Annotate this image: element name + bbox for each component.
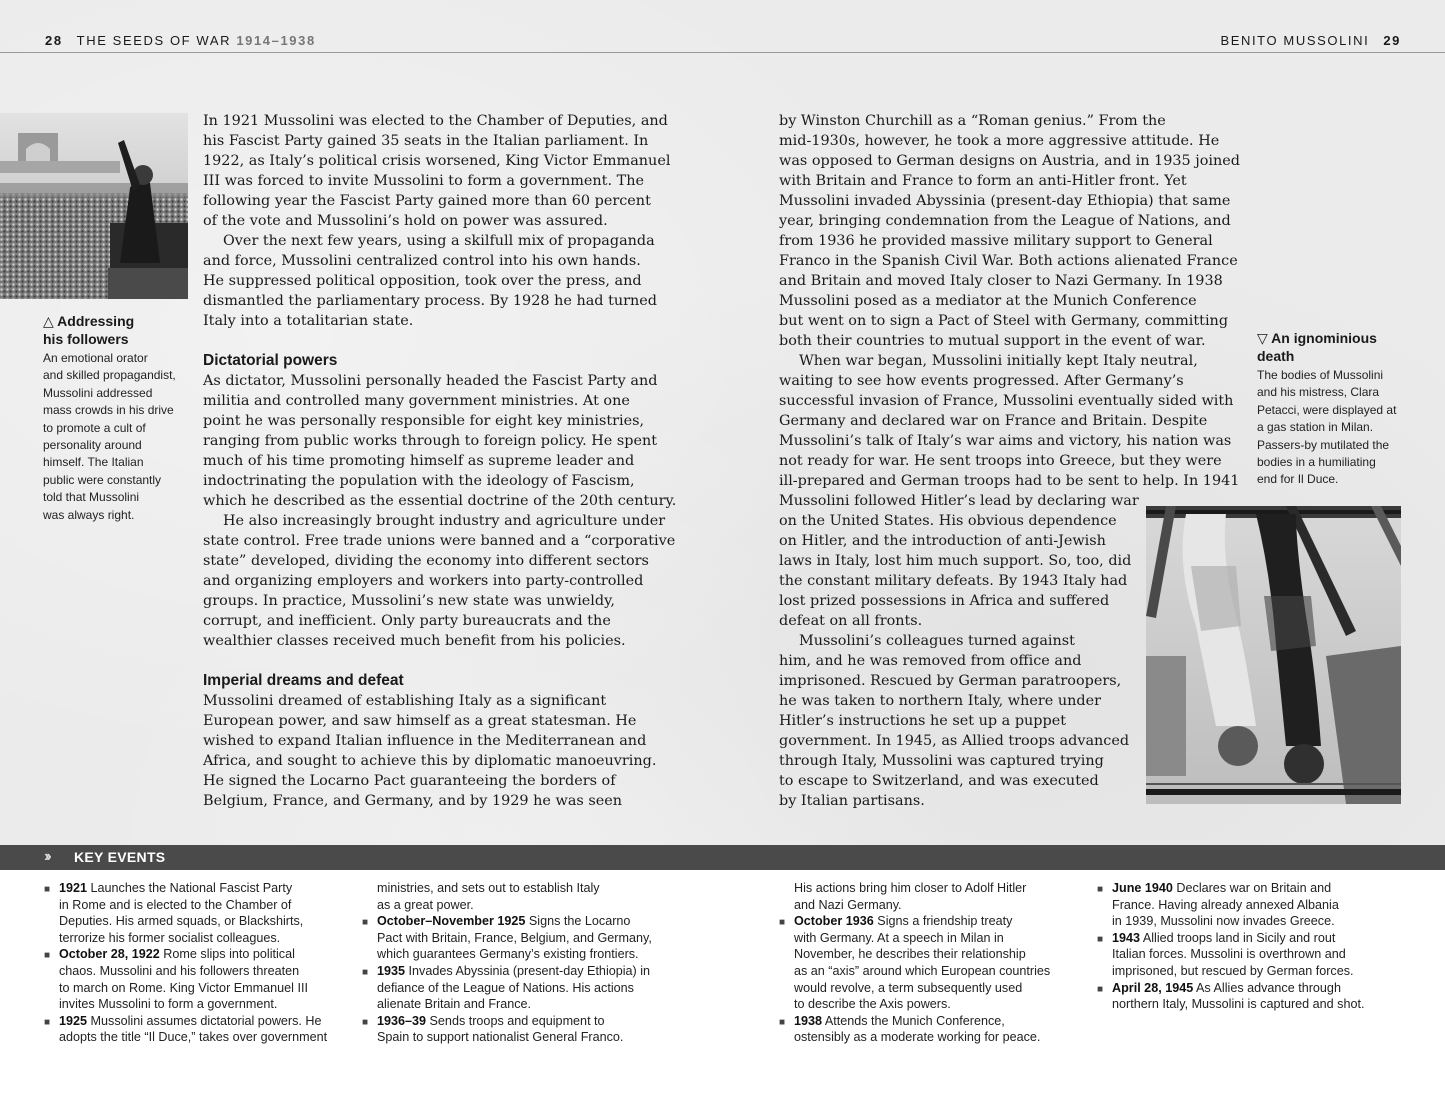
body-line: defeat on all fronts. <box>779 613 923 629</box>
square-bullet-icon: ■ <box>1097 933 1104 945</box>
square-bullet-icon: ■ <box>362 966 369 978</box>
key-event-text: invites Mussolini to form a government. <box>59 997 278 1012</box>
body-line: militia and controlled many government ministries. At one <box>203 393 630 409</box>
body-line: through Italy, Mussolini was captured trying <box>779 753 1104 769</box>
body-line: He signed the Locarno Pact guaranteeing the borders of <box>203 773 616 789</box>
key-event-date: October–November 1925 <box>377 914 526 929</box>
body-line: lost prized possessions in Africa and suffered <box>779 593 1110 609</box>
body-line: much of his time promoting himself as supreme leader and <box>203 453 635 469</box>
caption-title-text: death <box>1257 348 1295 364</box>
key-event-text: Deputies. His armed squads, or Blackshirts, <box>59 914 304 929</box>
paragraph-gap <box>203 331 673 351</box>
body-line: and organizing employers and workers into party-controlled <box>203 573 644 589</box>
key-event-line <box>377 1029 652 1046</box>
key-event-date: 1921 <box>59 881 88 895</box>
key-events-col-2 <box>362 880 652 1046</box>
body-line: Mussolini posed as a mediator at the Munich Conference <box>779 293 1197 309</box>
body-line: Germany and declared war on France and Britain. Despite <box>779 413 1208 429</box>
body-column-1 <box>203 111 677 811</box>
body-line: him, and he was removed from office and <box>779 653 1082 669</box>
body-line: III was forced to invite Mussolini to form a government. The <box>203 173 644 189</box>
paragraph-gap <box>203 651 673 671</box>
square-bullet-icon: ■ <box>362 1016 369 1028</box>
caption-line: was always right. <box>43 507 135 522</box>
caption-line: An emotional orator <box>43 351 148 365</box>
body-line: Hitler’s instructions he set up a puppet <box>779 713 1067 729</box>
key-event-text: to march on Rome. King Victor Emmanuel III <box>59 980 308 995</box>
body-line: government. In 1945, as Allied troops advanced <box>779 733 1130 749</box>
body-line: He suppressed political opposition, took over the press, and <box>203 273 642 289</box>
key-event-date: June 1940 <box>1112 881 1173 895</box>
body-line: was opposed to German designs on Austria, and in 1935 joined <box>779 153 1240 169</box>
key-event-line <box>59 913 327 930</box>
body-line: When war began, Mussolini initially kept Italy neutral, <box>799 353 1198 369</box>
body-line: year, bringing condemnation from the League of Nations, and <box>779 213 1231 229</box>
key-event-line <box>779 1013 1050 1030</box>
body-line: In 1921 Mussolini was elected to the Chamber of Deputies, and <box>203 113 668 129</box>
body-line: He also increasingly brought industry and agriculture under <box>223 513 666 529</box>
body-line: by Winston Churchill as a “Roman genius.” From the <box>779 113 1166 129</box>
key-event-line <box>377 946 652 963</box>
left-running-head <box>45 33 316 48</box>
key-event-text: in 1939, Mussolini now invades Greece. <box>1112 914 1335 929</box>
key-events-col-4 <box>1097 880 1365 1013</box>
body-line: Italy into a totalitarian state. <box>203 313 414 329</box>
key-event-date: October 1936 <box>794 914 874 929</box>
key-event-text: November, he describes their relationship <box>794 947 1026 962</box>
key-event-text: Launches the National Fascist Party <box>87 881 293 895</box>
key-event-line <box>59 996 327 1013</box>
key-event-text: France. Having already annexed Albania <box>1112 897 1339 912</box>
body-line: but went on to sign a Pact of Steel with Germany, committing <box>779 313 1229 329</box>
key-events-bar <box>0 845 1445 870</box>
key-event-line <box>44 880 327 897</box>
square-bullet-icon: ■ <box>779 917 786 929</box>
key-event-text: His actions bring him closer to Adolf Hitler <box>794 881 1027 895</box>
subhead-imperial-dreams: Imperial dreams and defeat <box>203 672 404 689</box>
body-line: on Hitler, and the introduction of anti-Jewish <box>779 533 1106 549</box>
body-line: by Italian partisans. <box>779 793 925 809</box>
caption-line: public were constantly <box>43 472 162 487</box>
key-event-line <box>377 897 652 914</box>
key-event-text: Rome slips into political <box>159 947 295 962</box>
body-line: with Britain and France to form an anti-Hitler front. Yet <box>779 173 1187 189</box>
left-section-years: 1914–1938 <box>236 33 316 48</box>
body-line: 1922, as Italy’s political crisis worsened, King Victor Emmanuel <box>203 153 671 169</box>
key-event-date: 1938 <box>794 1013 823 1028</box>
body-line: ill-prepared and German troops had to be sent to help. In 1941 <box>779 473 1240 489</box>
key-event-text: as a great power. <box>377 897 474 912</box>
key-event-line <box>794 996 1050 1013</box>
key-event-text: and Nazi Germany. <box>794 897 902 912</box>
key-event-line <box>1112 996 1364 1013</box>
left-section-title: THE SEEDS OF WAR <box>76 33 232 48</box>
caption-line: himself. The Italian <box>43 455 144 470</box>
key-event-line <box>1097 930 1364 947</box>
body-line: As dictator, Mussolini personally headed the Fascist Party and <box>203 373 658 389</box>
square-bullet-icon: ■ <box>1097 884 1104 895</box>
key-event-line <box>1112 946 1364 963</box>
body-line: Mussolini invaded Abyssinia (present-day Ethiopia) that same <box>779 193 1231 209</box>
body-line: to escape to Switzerland, and was executed <box>779 773 1099 789</box>
key-event-text: Sends troops and equipment to <box>426 1013 605 1028</box>
body-line: which he described as the essential doctrine of the 20th century. <box>203 493 677 509</box>
caption-line: Passers-by mutilated the <box>1257 437 1390 452</box>
body-line: waiting to see how events progressed. After Germany’s <box>779 373 1184 389</box>
body-line: wished to expand Italian influence in the Mediterranean and <box>203 733 647 749</box>
triangle-up-icon: △ <box>43 313 54 329</box>
body-line: state control. Free trade unions were banned and a “corporative <box>203 533 676 549</box>
key-event-text: Allied troops land in Sicily and rout <box>1140 930 1336 945</box>
square-bullet-icon: ■ <box>779 1016 786 1028</box>
key-event-text: Signs the Locarno <box>525 914 631 929</box>
caption-title-text: his followers <box>43 331 129 347</box>
key-event-line <box>794 880 1050 897</box>
key-event-line <box>377 880 652 897</box>
key-event-line <box>59 1029 327 1046</box>
key-event-date: April 28, 1945 <box>1112 980 1194 995</box>
body-line: he was taken to northern Italy, where under <box>779 693 1102 709</box>
key-events-col-3 <box>779 880 1051 1046</box>
square-bullet-icon: ■ <box>44 884 51 895</box>
key-events-label: KEY EVENTS <box>74 849 166 865</box>
body-line: wealthier classes received much benefit from his policies. <box>203 633 626 649</box>
body-line: laws in Italy, lost him much support. So, too, did <box>779 553 1132 569</box>
key-events-col-1 <box>44 880 328 1046</box>
key-event-date: October 28, 1922 <box>59 947 160 962</box>
body-line: mid-1930s, however, he took a more aggressive attitude. He <box>779 133 1220 149</box>
key-event-text: defiance of the League of Nations. His actions <box>377 980 634 995</box>
key-event-text: Spain to support nationalist General Franco. <box>377 1030 624 1045</box>
key-event-line <box>794 930 1050 947</box>
key-event-text: adopts the title “Il Duce,” takes over government <box>59 1030 328 1045</box>
key-event-text: alienate Britain and France. <box>377 997 532 1012</box>
caption-title-text: An ignominious <box>1271 330 1377 346</box>
body-line: indoctrinating the population with the ideology of Fascism, <box>203 473 635 489</box>
key-event-line <box>362 913 652 930</box>
key-event-text: with Germany. At a speech in Milan in <box>794 930 1004 945</box>
key-event-line <box>377 996 652 1013</box>
body-line: from 1936 he provided massive military support to General <box>779 233 1213 249</box>
body-line: Mussolini followed Hitler’s lead by declaring war <box>779 493 1139 509</box>
key-event-date: 1943 <box>1112 930 1141 945</box>
key-event-text: ministries, and sets out to establish Italy <box>377 881 600 895</box>
key-event-line <box>794 897 1050 914</box>
gas-station-photo <box>1146 506 1401 804</box>
key-event-text: Invades Abyssinia (present-day Ethiopia) in <box>405 963 651 978</box>
body-line: of the vote and Mussolini’s hold on power was assured. <box>203 213 608 229</box>
key-event-line <box>794 1029 1050 1046</box>
body-line: Mussolini’s colleagues turned against <box>799 633 1075 649</box>
key-event-line <box>1112 913 1364 930</box>
body-line: his Fascist Party gained 35 seats in the Italian parliament. In <box>203 133 649 149</box>
caption-line: a gas station in Milan. <box>1257 420 1374 435</box>
left-page-number: 28 <box>45 33 63 48</box>
body-line: and Britain and moved Italy closer to Nazi Germany. In 1938 <box>779 273 1223 289</box>
key-event-line <box>1097 880 1364 897</box>
key-event-date: 1936–39 <box>377 1013 427 1028</box>
key-event-text: chaos. Mussolini and his followers threaten <box>59 963 300 978</box>
caption-line: Mussolini addressed <box>43 385 153 400</box>
key-event-text: as an “axis” around which European countries <box>794 963 1051 978</box>
key-event-text: Signs a friendship treaty <box>873 914 1013 929</box>
key-event-line <box>1112 963 1364 980</box>
page-header <box>0 0 1445 53</box>
key-event-text: northern Italy, Mussolini is captured and shot. <box>1112 997 1365 1012</box>
body-line: following year the Fascist Party gained more than 60 percent <box>203 193 651 209</box>
subhead-dictatorial-powers: Dictatorial powers <box>203 352 338 369</box>
body-line: Mussolini dreamed of establishing Italy as a significant <box>203 693 607 709</box>
key-event-line <box>44 1013 327 1030</box>
body-line: point he was personally responsible for eight key ministries, <box>203 413 645 429</box>
key-event-text: Pact with Britain, France, Belgium, and Germany, <box>377 930 652 945</box>
body-line: both their countries to mutual support in the event of war. <box>779 333 1206 349</box>
key-event-line <box>362 1013 652 1030</box>
key-event-text: Declares war on Britain and <box>1172 881 1332 895</box>
body-line: Franco in the Spanish Civil War. Both actions alienated France <box>779 253 1238 269</box>
body-line: the constant military defeats. By 1943 Italy had <box>779 573 1128 589</box>
right-photo-caption <box>1257 329 1417 489</box>
key-event-line <box>59 897 327 914</box>
key-event-text: Attends the Munich Conference, <box>822 1013 1005 1028</box>
right-running-head <box>1220 33 1401 48</box>
caption-line: The bodies of Mussolini <box>1257 368 1384 382</box>
mussolini-speech-photo <box>0 113 188 299</box>
body-line: Africa, and sought to achieve this by diplomatic manoeuvring. <box>203 753 657 769</box>
caption-line: and his mistress, Clara <box>1257 385 1380 400</box>
left-photo-caption <box>43 312 188 524</box>
key-event-line <box>779 913 1050 930</box>
key-event-line <box>794 963 1050 980</box>
key-event-line <box>794 946 1050 963</box>
body-line: dismantled the parliamentary process. By 1928 he had turned <box>203 293 658 309</box>
key-event-text: to describe the Axis powers. <box>794 997 951 1012</box>
square-bullet-icon: ■ <box>44 950 51 962</box>
caption-line: Petacci, were displayed at <box>1257 402 1397 417</box>
key-event-date: 1935 <box>377 963 406 978</box>
body-line: European power, and saw himself as a great statesman. He <box>203 713 637 729</box>
body-line: imprisoned. Rescued by German paratroopers, <box>779 673 1122 689</box>
body-line: groups. In practice, Mussolini’s new state was unwieldy, <box>203 593 615 609</box>
caption-line: and skilled propagandist, <box>43 368 176 383</box>
square-bullet-icon: ■ <box>1097 983 1104 995</box>
caption-line: told that Mussolini <box>43 490 140 505</box>
right-caption-title <box>1257 329 1417 365</box>
key-event-line <box>1097 980 1364 997</box>
caption-title-line <box>43 312 188 330</box>
caption-line: personality around <box>43 438 142 453</box>
left-caption-body <box>43 350 188 524</box>
key-event-line <box>377 980 652 997</box>
square-bullet-icon: ■ <box>44 1016 51 1028</box>
double-chevron-icon: ›› <box>44 848 49 865</box>
key-event-text: which guarantees Germany’s existing frontiers. <box>377 947 639 962</box>
key-event-line <box>794 980 1050 997</box>
key-event-line <box>59 930 327 947</box>
body-line: on the United States. His obvious dependence <box>779 513 1117 529</box>
key-event-text: terrorize his former socialist colleagues. <box>59 930 281 945</box>
key-event-text: imprisoned, but rescued by German forces. <box>1112 963 1354 978</box>
body-line: Mussolini’s talk of Italy’s war aims and victory, his nation was <box>779 433 1232 449</box>
key-event-text: Italian forces. Mussolini is overthrown and <box>1112 947 1346 962</box>
key-event-text: As Allies advance through <box>1193 980 1341 995</box>
caption-line: end for Il Duce. <box>1257 472 1339 487</box>
key-event-date: 1925 <box>59 1013 88 1028</box>
body-line: Over the next few years, using a skilfull mix of propaganda <box>223 233 655 249</box>
body-line: corrupt, and inefficient. Only party bureaucrats and the <box>203 613 611 629</box>
body-line: state” developed, dividing the economy into different sectors <box>203 553 649 569</box>
key-event-line <box>59 980 327 997</box>
right-caption-body <box>1257 367 1417 489</box>
caption-line: bodies in a humiliating <box>1257 455 1376 470</box>
body-line: ranging from public works through to foreign policy. He spent <box>203 433 658 449</box>
key-event-text: would revolve, a term subsequently used <box>794 980 1023 995</box>
right-section-title: BENITO MUSSOLINI <box>1220 33 1370 48</box>
body-line: successful invasion of France, Mussolini eventually sided with <box>779 393 1234 409</box>
caption-title-line <box>1257 329 1417 347</box>
key-event-text: Mussolini assumes dictatorial powers. He <box>87 1013 322 1028</box>
body-line: and force, Mussolini centralized control into his own hands. <box>203 253 641 269</box>
square-bullet-icon: ■ <box>362 917 369 929</box>
triangle-down-icon: ▽ <box>1257 330 1268 346</box>
key-event-line <box>362 963 652 980</box>
caption-line: to promote a cult of <box>43 420 146 435</box>
key-event-text: in Rome and is elected to the Chamber of <box>59 897 292 912</box>
key-event-line <box>1112 897 1364 914</box>
body-line: Belgium, France, and Germany, and by 1929 he was seen <box>203 793 623 809</box>
caption-line: mass crowds in his drive <box>43 403 174 418</box>
key-event-text: ostensibly as a moderate working for peace. <box>794 1030 1041 1045</box>
key-event-line <box>59 963 327 980</box>
key-event-line <box>44 946 327 963</box>
key-event-line <box>377 930 652 947</box>
right-page-number: 29 <box>1383 33 1401 48</box>
caption-title-text: Addressing <box>57 313 135 329</box>
left-caption-title <box>43 312 188 348</box>
body-line: not ready for war. He sent troops into Greece, but they were <box>779 453 1222 469</box>
